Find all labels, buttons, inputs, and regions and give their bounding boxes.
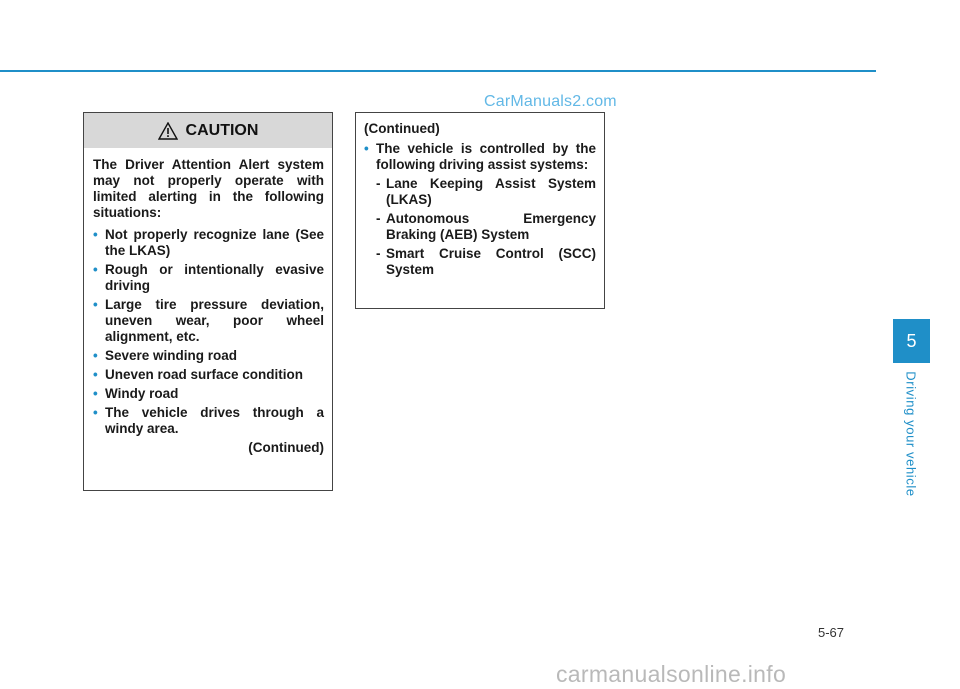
list-item — [364, 141, 596, 173]
continuation-heading: (Continued) — [364, 121, 440, 136]
list-item: • Uneven road surface condition — [93, 367, 304, 382]
bullet-dot-icon: • — [93, 227, 98, 242]
chapter-number-tab: 5 — [893, 319, 930, 363]
list-item: • Rough or intentionally evasive driving — [93, 262, 324, 293]
bullet-dot-icon: • — [93, 367, 98, 382]
continuation-bullet-list — [364, 141, 596, 173]
dash-icon: - — [376, 246, 381, 261]
caution-body — [84, 148, 332, 456]
page-number: 5-67 — [818, 625, 845, 640]
list-item: • The vehicle drives through a windy area. — [93, 405, 324, 436]
list-item: • Severe winding road — [93, 348, 238, 363]
caution-bullet-list — [93, 227, 324, 437]
bullet-dot-icon: • — [364, 141, 369, 156]
systems-list — [364, 176, 596, 278]
bullet-dot-icon: • — [93, 262, 98, 277]
dash-icon: - — [376, 176, 381, 191]
bullet-dot-icon: • — [93, 297, 98, 312]
list-item: - Autonomous Emergency Braking (AEB) System — [376, 211, 596, 242]
dash-icon: - — [376, 211, 381, 226]
bullet-dot-icon: • — [93, 348, 98, 363]
list-item: • Not properly recognize lane (See the LKAS) — [93, 227, 324, 258]
list-item: • Large tire pressure deviation, uneven wear, poor wheel alignment, etc. — [93, 297, 324, 344]
continuation-box — [355, 112, 605, 309]
list-item: • Windy road — [93, 386, 179, 401]
caution-header — [84, 113, 332, 148]
top-rule — [0, 70, 876, 72]
continuation-bullet: The vehicle is controlled by the following driving assist systems: — [376, 141, 596, 172]
continuation-body — [356, 113, 604, 278]
caution-box — [83, 112, 333, 491]
caution-continued: (Continued) — [248, 440, 324, 455]
bullet-dot-icon: • — [93, 405, 98, 420]
list-item: - Smart Cruise Control (SCC) System — [376, 246, 596, 277]
caution-title: CAUTION — [185, 121, 259, 139]
watermark-bottom[interactable]: carmanualsonline.info — [556, 661, 787, 687]
caution-intro: The Driver Attention Alert system may not properly operate with limited alerting in the following situations: — [93, 157, 324, 220]
warning-triangle-icon — [158, 122, 178, 140]
chapter-title: Driving your vehicle — [903, 371, 919, 497]
watermark-top[interactable]: CarManuals2.com — [484, 93, 617, 110]
bullet-dot-icon: • — [93, 386, 98, 401]
list-item: - Lane Keeping Assist System (LKAS) — [376, 176, 596, 207]
